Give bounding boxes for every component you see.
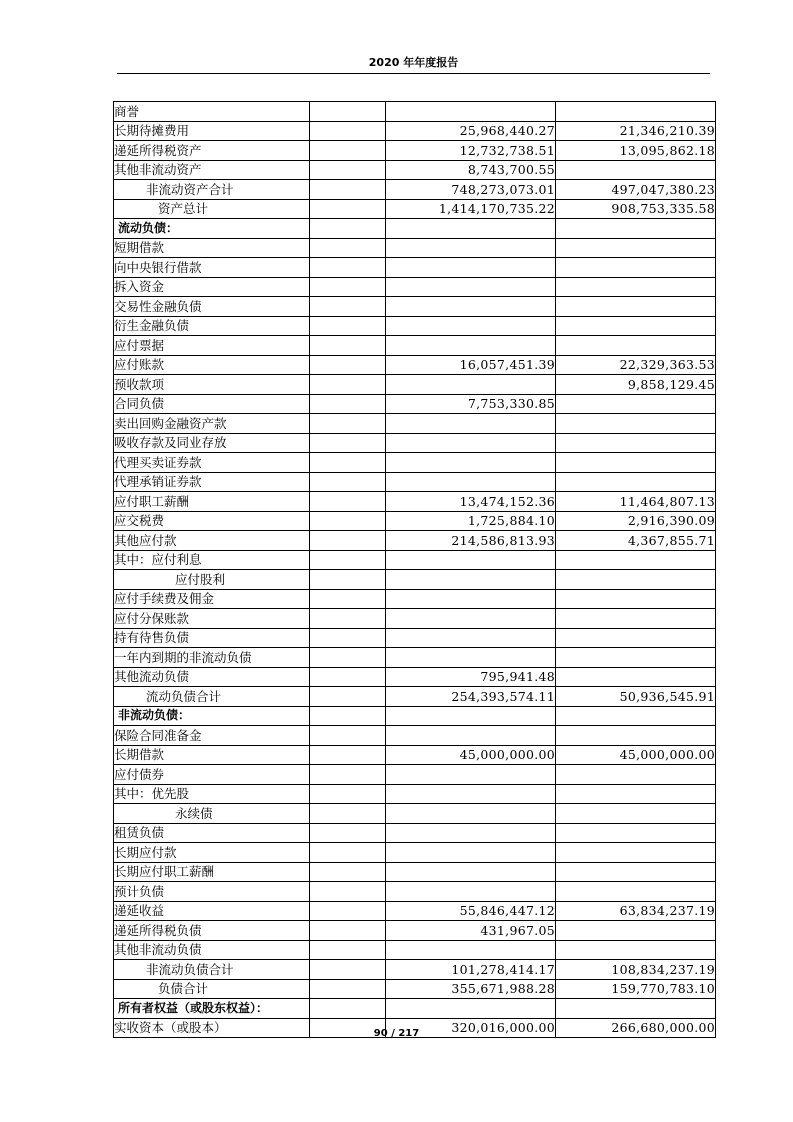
row-previous-value: 108,834,237.19 bbox=[556, 960, 716, 980]
row-label: 衍生金融负债 bbox=[114, 316, 310, 336]
row-current-value: 12,732,738.51 bbox=[386, 141, 556, 161]
row-previous-value bbox=[556, 999, 716, 1019]
table-row bbox=[114, 160, 716, 180]
row-previous-value bbox=[556, 550, 716, 570]
row-label: 应付账款 bbox=[114, 355, 310, 375]
section-header-row bbox=[114, 219, 716, 239]
section-header-row bbox=[114, 999, 716, 1019]
row-note bbox=[310, 648, 386, 668]
table-row bbox=[114, 492, 716, 512]
row-note bbox=[310, 180, 386, 200]
row-current-value bbox=[386, 277, 556, 297]
row-label: 非流动负债合计 bbox=[114, 960, 310, 980]
row-current-value: 748,273,073.01 bbox=[386, 180, 556, 200]
table-row bbox=[114, 726, 716, 746]
row-previous-value bbox=[556, 726, 716, 746]
row-label: 应付手续费及佣金 bbox=[114, 589, 310, 609]
row-previous-value: 21,346,210.39 bbox=[556, 121, 716, 141]
table-row bbox=[114, 804, 716, 824]
row-note bbox=[310, 784, 386, 804]
table-row bbox=[114, 102, 716, 122]
table-row bbox=[114, 394, 716, 414]
row-label: 递延所得税资产 bbox=[114, 141, 310, 161]
balance-sheet-body bbox=[114, 102, 716, 1038]
row-current-value bbox=[386, 258, 556, 278]
row-note bbox=[310, 999, 386, 1019]
row-label: 长期应付职工薪酬 bbox=[114, 862, 310, 882]
row-previous-value bbox=[556, 862, 716, 882]
row-previous-value bbox=[556, 336, 716, 356]
page-header-title: 2020 年年度报告 bbox=[368, 56, 459, 69]
row-current-value: 355,671,988.28 bbox=[386, 979, 556, 999]
row-label: 应付债券 bbox=[114, 765, 310, 785]
row-previous-value: 266,680,000.00 bbox=[556, 1018, 716, 1038]
row-label: 其他应付款 bbox=[114, 531, 310, 551]
row-note bbox=[310, 531, 386, 551]
table-row bbox=[114, 531, 716, 551]
row-current-value bbox=[386, 589, 556, 609]
balance-sheet-table bbox=[113, 101, 716, 1038]
row-label: 应付职工薪酬 bbox=[114, 492, 310, 512]
row-previous-value bbox=[556, 414, 716, 434]
row-label: 所有者权益（或股东权益）： bbox=[114, 999, 310, 1019]
row-label: 租赁负债 bbox=[114, 823, 310, 843]
header-divider bbox=[117, 73, 710, 74]
row-note bbox=[310, 414, 386, 434]
row-current-value bbox=[386, 648, 556, 668]
row-current-value: 13,474,152.36 bbox=[386, 492, 556, 512]
table-row bbox=[114, 901, 716, 921]
table-row bbox=[114, 921, 716, 941]
row-current-value: 7,753,330.85 bbox=[386, 394, 556, 414]
row-label: 应付分保账款 bbox=[114, 609, 310, 629]
row-note bbox=[310, 453, 386, 473]
row-current-value: 1,725,884.10 bbox=[386, 511, 556, 531]
row-previous-value bbox=[556, 804, 716, 824]
row-label: 长期借款 bbox=[114, 745, 310, 765]
row-note bbox=[310, 843, 386, 863]
row-label: 流动负债合计 bbox=[114, 687, 310, 707]
table-row bbox=[114, 609, 716, 629]
row-note bbox=[310, 882, 386, 902]
row-note bbox=[310, 355, 386, 375]
row-label: 商誉 bbox=[114, 102, 310, 122]
row-current-value bbox=[386, 414, 556, 434]
row-current-value bbox=[386, 102, 556, 122]
row-current-value: 254,393,574.11 bbox=[386, 687, 556, 707]
row-label: 拆入资金 bbox=[114, 277, 310, 297]
row-note bbox=[310, 979, 386, 999]
row-note bbox=[310, 297, 386, 317]
row-current-value bbox=[386, 550, 556, 570]
row-note bbox=[310, 609, 386, 629]
table-row bbox=[114, 940, 716, 960]
row-label: 预收款项 bbox=[114, 375, 310, 395]
row-current-value: 16,057,451.39 bbox=[386, 355, 556, 375]
row-previous-value: 50,936,545.91 bbox=[556, 687, 716, 707]
row-current-value bbox=[386, 336, 556, 356]
row-note bbox=[310, 628, 386, 648]
row-note bbox=[310, 316, 386, 336]
row-current-value: 55,846,447.12 bbox=[386, 901, 556, 921]
row-current-value: 320,016,000.00 bbox=[386, 1018, 556, 1038]
table-row bbox=[114, 472, 716, 492]
table-row bbox=[114, 199, 716, 219]
row-note bbox=[310, 570, 386, 590]
table-row bbox=[114, 628, 716, 648]
row-current-value bbox=[386, 238, 556, 258]
row-previous-value bbox=[556, 940, 716, 960]
table-row bbox=[114, 843, 716, 863]
row-current-value bbox=[386, 628, 556, 648]
row-note bbox=[310, 238, 386, 258]
row-previous-value bbox=[556, 453, 716, 473]
table-row bbox=[114, 589, 716, 609]
row-current-value bbox=[386, 726, 556, 746]
row-note bbox=[310, 589, 386, 609]
row-label: 非流动资产合计 bbox=[114, 180, 310, 200]
row-current-value bbox=[386, 375, 556, 395]
row-previous-value bbox=[556, 297, 716, 317]
row-label: 短期借款 bbox=[114, 238, 310, 258]
table-row bbox=[114, 433, 716, 453]
row-previous-value bbox=[556, 921, 716, 941]
row-note bbox=[310, 472, 386, 492]
table-row bbox=[114, 882, 716, 902]
row-note bbox=[310, 667, 386, 687]
row-previous-value bbox=[556, 628, 716, 648]
row-current-value: 101,278,414.17 bbox=[386, 960, 556, 980]
row-label: 吸收存款及同业存放 bbox=[114, 433, 310, 453]
row-previous-value bbox=[556, 882, 716, 902]
row-current-value: 214,586,813.93 bbox=[386, 531, 556, 551]
row-previous-value bbox=[556, 823, 716, 843]
row-label: 永续债 bbox=[114, 804, 310, 824]
row-label: 向中央银行借款 bbox=[114, 258, 310, 278]
row-note bbox=[310, 901, 386, 921]
row-note bbox=[310, 823, 386, 843]
table-row bbox=[114, 375, 716, 395]
table-row bbox=[114, 414, 716, 434]
row-previous-value: 22,329,363.53 bbox=[556, 355, 716, 375]
row-current-value bbox=[386, 823, 556, 843]
row-label: 递延所得税负债 bbox=[114, 921, 310, 941]
row-previous-value bbox=[556, 394, 716, 414]
row-previous-value: 45,000,000.00 bbox=[556, 745, 716, 765]
row-label: 递延收益 bbox=[114, 901, 310, 921]
row-label: 合同负债 bbox=[114, 394, 310, 414]
row-current-value bbox=[386, 940, 556, 960]
table-row bbox=[114, 121, 716, 141]
row-note bbox=[310, 921, 386, 941]
row-note bbox=[310, 940, 386, 960]
row-previous-value bbox=[556, 277, 716, 297]
row-previous-value bbox=[556, 238, 716, 258]
table-row bbox=[114, 238, 716, 258]
row-current-value bbox=[386, 882, 556, 902]
row-current-value bbox=[386, 862, 556, 882]
row-label: 负债合计 bbox=[114, 979, 310, 999]
table-row bbox=[114, 745, 716, 765]
row-previous-value: 908,753,335.58 bbox=[556, 199, 716, 219]
row-note bbox=[310, 141, 386, 161]
table-row bbox=[114, 550, 716, 570]
row-previous-value bbox=[556, 219, 716, 239]
row-previous-value: 11,464,807.13 bbox=[556, 492, 716, 512]
table-row bbox=[114, 960, 716, 980]
table-row bbox=[114, 258, 716, 278]
table-row bbox=[114, 823, 716, 843]
row-previous-value bbox=[556, 609, 716, 629]
row-label: 其他非流动负债 bbox=[114, 940, 310, 960]
row-label: 长期待摊费用 bbox=[114, 121, 310, 141]
row-label: 应交税费 bbox=[114, 511, 310, 531]
row-note bbox=[310, 492, 386, 512]
row-note bbox=[310, 102, 386, 122]
row-current-value bbox=[386, 784, 556, 804]
table-row bbox=[114, 648, 716, 668]
row-current-value: 25,968,440.27 bbox=[386, 121, 556, 141]
table-row bbox=[114, 141, 716, 161]
row-note bbox=[310, 121, 386, 141]
row-previous-value: 63,834,237.19 bbox=[556, 901, 716, 921]
row-label: 其中：优先股 bbox=[114, 784, 310, 804]
row-current-value bbox=[386, 219, 556, 239]
table-row bbox=[114, 979, 716, 999]
page-number: 90 / 217 bbox=[373, 1028, 420, 1039]
row-previous-value bbox=[556, 102, 716, 122]
table-row bbox=[114, 765, 716, 785]
row-previous-value bbox=[556, 258, 716, 278]
table-row bbox=[114, 297, 716, 317]
row-label: 非流动负债： bbox=[114, 706, 310, 726]
row-note bbox=[310, 706, 386, 726]
row-current-value bbox=[386, 472, 556, 492]
row-note bbox=[310, 199, 386, 219]
row-current-value bbox=[386, 609, 556, 629]
row-previous-value bbox=[556, 706, 716, 726]
row-label: 持有待售负债 bbox=[114, 628, 310, 648]
row-previous-value: 4,367,855.71 bbox=[556, 531, 716, 551]
row-note bbox=[310, 277, 386, 297]
row-previous-value bbox=[556, 472, 716, 492]
row-label: 预计负债 bbox=[114, 882, 310, 902]
row-note bbox=[310, 375, 386, 395]
row-current-value: 45,000,000.00 bbox=[386, 745, 556, 765]
row-current-value: 431,967.05 bbox=[386, 921, 556, 941]
row-label: 流动负债： bbox=[114, 219, 310, 239]
row-current-value bbox=[386, 570, 556, 590]
row-note bbox=[310, 219, 386, 239]
row-label: 实收资本（或股本） bbox=[114, 1018, 310, 1038]
row-current-value bbox=[386, 765, 556, 785]
table-row bbox=[114, 180, 716, 200]
row-current-value: 795,941.48 bbox=[386, 667, 556, 687]
row-note bbox=[310, 687, 386, 707]
row-previous-value bbox=[556, 160, 716, 180]
row-current-value bbox=[386, 433, 556, 453]
row-label: 卖出回购金融资产款 bbox=[114, 414, 310, 434]
row-previous-value: 159,770,783.10 bbox=[556, 979, 716, 999]
table-row bbox=[114, 784, 716, 804]
row-previous-value bbox=[556, 433, 716, 453]
row-note bbox=[310, 745, 386, 765]
row-note bbox=[310, 726, 386, 746]
row-previous-value bbox=[556, 648, 716, 668]
row-label: 应付股利 bbox=[114, 570, 310, 590]
row-current-value bbox=[386, 297, 556, 317]
row-current-value: 1,414,170,735.22 bbox=[386, 199, 556, 219]
row-note bbox=[310, 160, 386, 180]
row-label: 交易性金融负债 bbox=[114, 297, 310, 317]
row-label: 资产总计 bbox=[114, 199, 310, 219]
row-previous-value bbox=[556, 589, 716, 609]
row-previous-value: 9,858,129.45 bbox=[556, 375, 716, 395]
row-label: 其他非流动资产 bbox=[114, 160, 310, 180]
table-row bbox=[114, 862, 716, 882]
row-label: 其他流动负债 bbox=[114, 667, 310, 687]
row-note bbox=[310, 394, 386, 414]
table-row bbox=[114, 316, 716, 336]
row-current-value bbox=[386, 804, 556, 824]
row-previous-value bbox=[556, 784, 716, 804]
row-previous-value bbox=[556, 570, 716, 590]
row-previous-value: 497,047,380.23 bbox=[556, 180, 716, 200]
row-note bbox=[310, 336, 386, 356]
row-previous-value: 13,095,862.18 bbox=[556, 141, 716, 161]
row-current-value bbox=[386, 453, 556, 473]
row-previous-value bbox=[556, 316, 716, 336]
row-note bbox=[310, 765, 386, 785]
table-row bbox=[114, 511, 716, 531]
row-note bbox=[310, 433, 386, 453]
row-note bbox=[310, 511, 386, 531]
row-note bbox=[310, 960, 386, 980]
row-note bbox=[310, 804, 386, 824]
row-label: 代理承销证券款 bbox=[114, 472, 310, 492]
row-note bbox=[310, 862, 386, 882]
row-note bbox=[310, 550, 386, 570]
row-previous-value: 2,916,390.09 bbox=[556, 511, 716, 531]
row-previous-value bbox=[556, 667, 716, 687]
table-row bbox=[114, 336, 716, 356]
row-label: 应付票据 bbox=[114, 336, 310, 356]
table-row bbox=[114, 355, 716, 375]
row-label: 保险合同准备金 bbox=[114, 726, 310, 746]
row-previous-value bbox=[556, 765, 716, 785]
row-current-value bbox=[386, 316, 556, 336]
section-header-row bbox=[114, 706, 716, 726]
table-row bbox=[114, 667, 716, 687]
row-current-value: 8,743,700.55 bbox=[386, 160, 556, 180]
row-label: 代理买卖证券款 bbox=[114, 453, 310, 473]
row-current-value bbox=[386, 999, 556, 1019]
row-label: 长期应付款 bbox=[114, 843, 310, 863]
table-row bbox=[114, 453, 716, 473]
row-note bbox=[310, 258, 386, 278]
table-row bbox=[114, 277, 716, 297]
row-current-value bbox=[386, 843, 556, 863]
table-row bbox=[114, 687, 716, 707]
row-previous-value bbox=[556, 843, 716, 863]
table-row bbox=[114, 570, 716, 590]
row-label: 一年内到期的非流动负债 bbox=[114, 648, 310, 668]
row-label: 其中：应付利息 bbox=[114, 550, 310, 570]
row-current-value bbox=[386, 706, 556, 726]
